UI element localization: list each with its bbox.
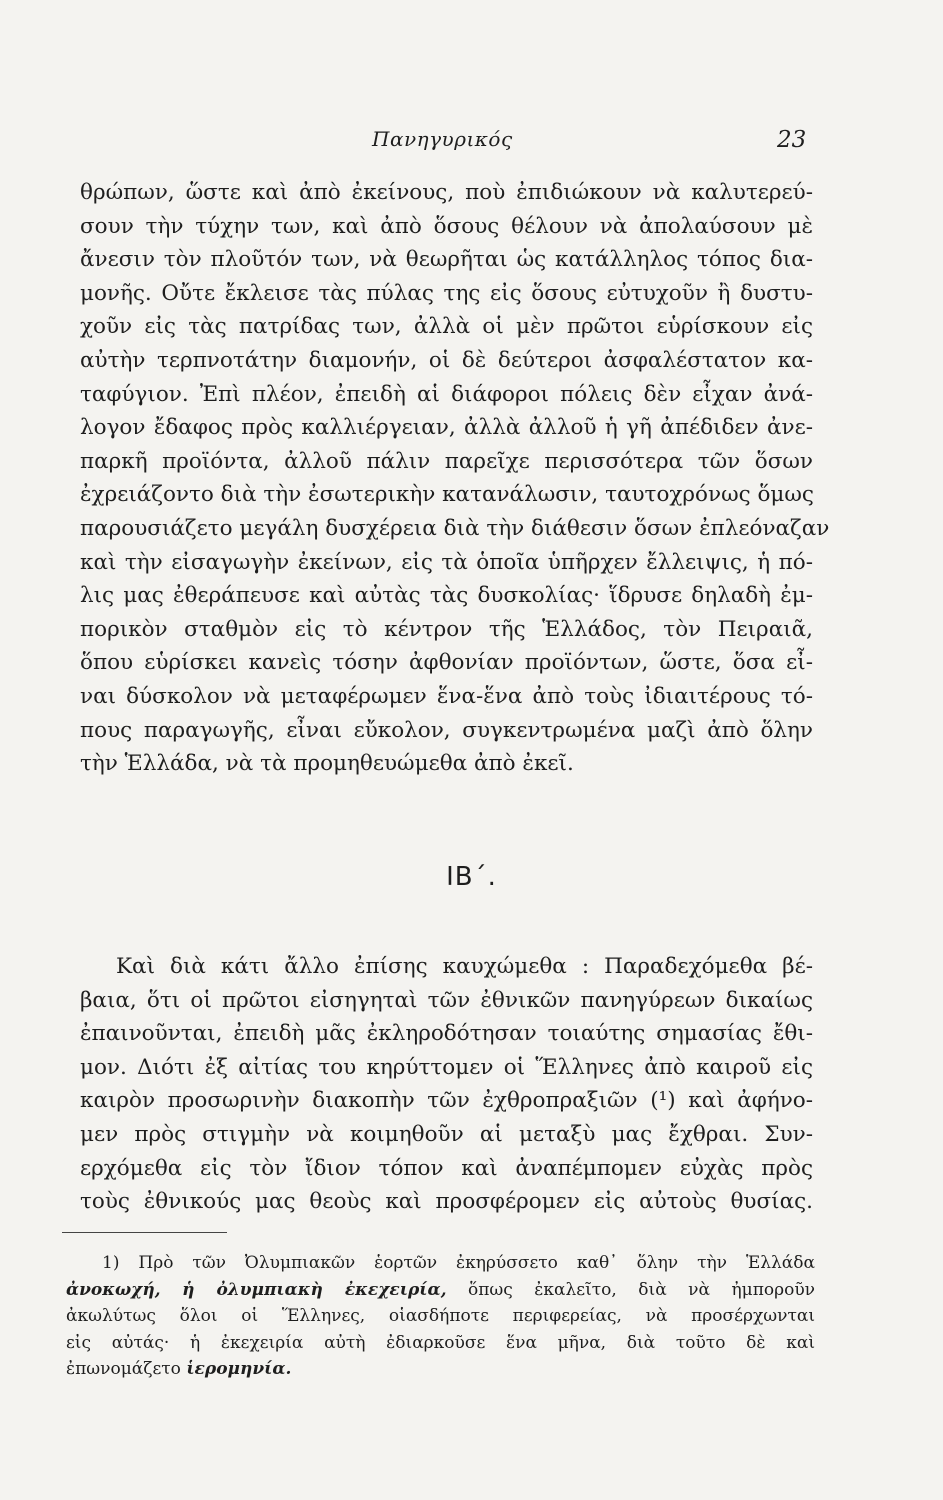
text-line: καιρὸν προσωρινὴν διακοπὴν τῶν ἐχθροπραξιῶν (¹) καὶ ἀφήνο- <box>80 1088 813 1114</box>
text-line: μεν πρὸς στιγμὴν νὰ κοιμηθοῦν αἱ μεταξὺ μας ἔχθραι. Συν- <box>80 1121 813 1147</box>
footnote-line: εἰς αὐτάς· ἡ ἐκεχειρία αὐτὴ ἐδιαρκοῦσε ἕνα μῆνα, διὰ τοῦτο δὲ καὶ <box>66 1332 815 1353</box>
text-line: παρουσιάζετο μεγάλη δυσχέρεια διὰ τὴν διάθεσιν ὅσων ἐπλεόναζαν <box>80 515 830 541</box>
footnote-text: ὅπως ἐκαλεῖτο, διὰ νὰ ἠμποροῦν <box>468 1279 816 1300</box>
footnote-line: 1) Πρὸ τῶν Ὀλυμπιακῶν ἑορτῶν ἐκηρύσσετο καθ᾽ ὅλην τὴν Ἑλλάδα <box>102 1253 815 1273</box>
running-title: Πανηγυρικός <box>372 127 513 151</box>
text-line: πους παραγωγῆς, εἶναι εὔκολον, συγκεντρωμένα μαζὶ ἀπὸ ὅλην <box>80 717 813 743</box>
text-line: τὴν Ἑλλάδα, νὰ τὰ προμηθευώμεθα ἀπὸ ἐκεῖ. <box>80 751 574 777</box>
footnote-divider <box>62 1232 227 1233</box>
text-line: θρώπων, ὥστε καὶ ἀπὸ ἐκείνους, ποὺ ἐπιδιώκουν νὰ καλυτερεύ- <box>80 180 813 205</box>
text-line: μον. Διότι ἐξ αἰτίας του κηρύττομεν οἱ Ἕλληνες ἀπὸ καιροῦ εἰς <box>80 1054 813 1080</box>
footnote-emphasis: ἱερομηνία. <box>186 1359 292 1379</box>
text-line: λις μας ἐθεράπευσε καὶ αὐτὰς τὰς δυσκολίας· ἵδρυσε δηλαδὴ ἐμ- <box>80 583 813 609</box>
text-line: βαια, ὅτι οἱ πρῶτοι εἰσηγηταὶ τῶν ἐθνικῶν πανηγύρεων δικαίως <box>80 987 813 1013</box>
text-line: αὐτὴν τερπνοτάτην διαμονήν, οἱ δὲ δεύτεροι ἀσφαλέστατον κα- <box>80 347 813 373</box>
footnote-text: ἐπωνομάζετο <box>66 1359 181 1379</box>
text-line: καὶ τὴν εἰσαγωγὴν ἐκείνων, εἰς τὰ ὁποῖα ὑπῆρχεν ἔλλειψις, ἡ πό- <box>80 549 813 575</box>
text-line: πορικὸν σταθμὸν εἰς τὸ κέντρον τῆς Ἑλλάδος, τὸν Πειραιᾶ, <box>80 616 813 642</box>
page-number: 23 <box>777 127 807 153</box>
footnote-line <box>66 1356 815 1383</box>
footnote-line <box>66 1277 815 1304</box>
paragraph-section <box>80 950 813 1219</box>
footnote-emphasis: ἡ ὀλυμπιακὴ ἐκεχειρία, <box>182 1279 447 1300</box>
text-line: ὅπου εὑρίσκει κανεὶς τόσην ἀφθονίαν προϊόντων, ὥστε, ὅσα εἶ- <box>80 650 813 676</box>
text-line: ερχόμεθα εἰς τὸν ἴδιον τόπον καὶ ἀναπέμπομεν εὐχὰς πρὸς <box>80 1155 813 1181</box>
text-line: ἄνεσιν τὸν πλοῦτόν των, νὰ θεωρῆται ὡς κατάλληλος τόπος δια- <box>80 247 813 273</box>
text-line: χοῦν εἰς τὰς πατρίδας των, ἀλλὰ οἱ μὲν πρῶτοι εὑρίσκουν εἰς <box>80 314 813 340</box>
text-line: Καὶ διὰ κάτι ἄλλο ἐπίσης καυχώμεθα : Παραδεχόμεθα βέ- <box>116 954 813 979</box>
text-line: σουν τὴν τύχην των, καὶ ἀπὸ ὅσους θέλουν νὰ ἀπολαύσουν μὲ <box>80 213 813 239</box>
text-line: ἐπαινοῦνται, ἐπειδὴ μᾶς ἐκληροδότησαν τοιαύτης σημασίας ἔθι- <box>80 1021 813 1047</box>
text-line: ἐχρειάζοντο διὰ τὴν ἐσωτερικὴν κατανάλωσιν, ταυτοχρόνως ὅμως <box>80 482 814 508</box>
text-line: μονῆς. Οὔτε ἔκλεισε τὰς πύλας της εἰς ὅσους εὐτυχοῦν ἢ δυστυ- <box>80 280 813 306</box>
text-line: τοὺς ἐθνικούς μας θεοὺς καὶ προσφέρομεν εἰς αὐτοὺς θυσίας. <box>80 1189 813 1215</box>
text-line: ναι δύσκολον νὰ μεταφέρωμεν ἕνα-ἕνα ἀπὸ τοὺς ἰδιαιτέρους τό- <box>80 683 813 709</box>
paragraph-continued <box>80 176 830 781</box>
text-line: ταφύγιον. Ἐπὶ πλέον, ἐπειδὴ αἱ διάφοροι πόλεις δὲν εἶχαν ἀνά- <box>80 381 813 407</box>
running-head <box>0 125 943 155</box>
section-heading: ΙΒ΄. <box>446 862 497 892</box>
text-line: παρκῆ προϊόντα, ἀλλοῦ πάλιν παρεῖχε περισσότερα τῶν ὅσων <box>80 448 813 474</box>
footnote-line: ἀκωλύτως ὅλοι οἱ Ἕλληνες, οἱασδήποτε περιφερείας, νὰ προσέρχωνται <box>66 1306 815 1326</box>
text-line: λογον ἔδαφος πρὸς καλλιέργειαν, ἀλλὰ ἀλλοῦ ἡ γῆ ἀπέδιδεν ἀνε- <box>80 415 813 441</box>
footnote-emphasis: ἀνοκωχή, <box>66 1279 161 1300</box>
footnote <box>66 1250 815 1383</box>
